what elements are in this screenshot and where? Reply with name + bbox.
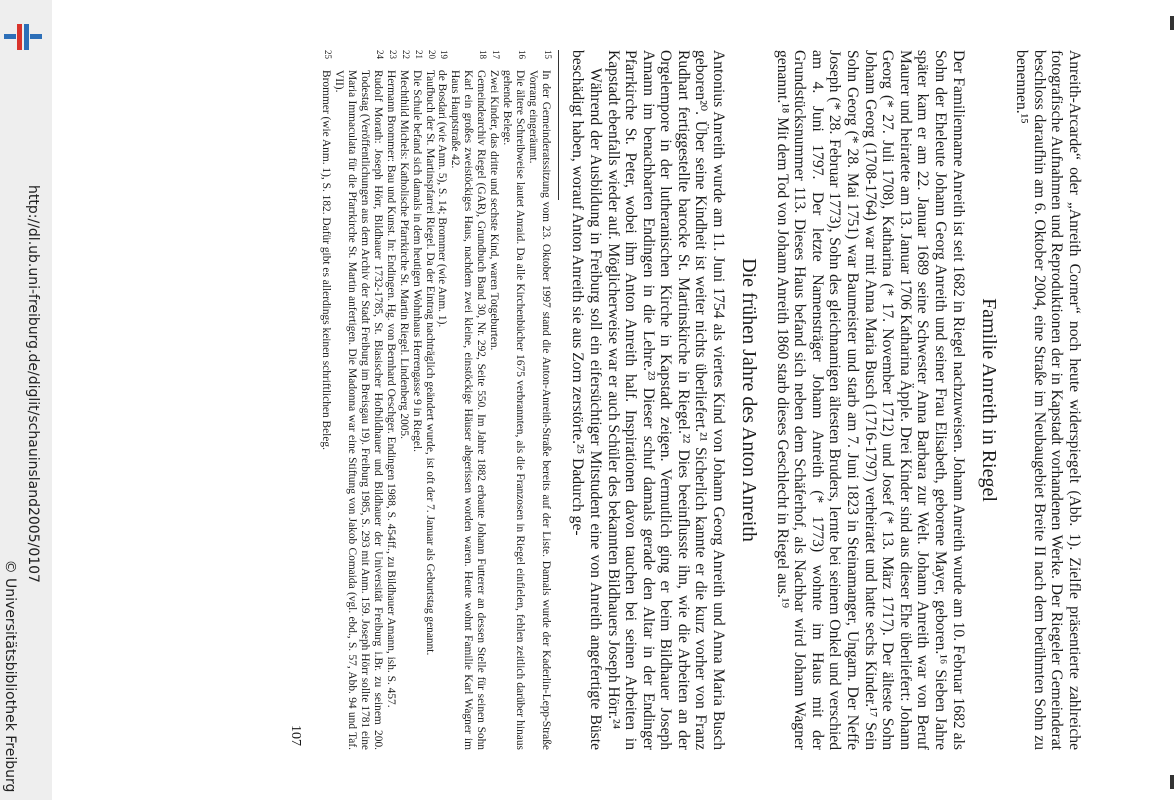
footnote: 16 Die ältere Schreibweise lautet Anraid. Da alle Kirchenbücher 1675 verbrannten, als die Franzosen in Riegel einfielen, fehlen zeitlich darüber hinaus gehende Belege. xyxy=(501,50,527,750)
source-url: http://dl.ub.uni-freiburg.de/diglit/schauinsland2005/0107 xyxy=(25,185,41,583)
intro-paragraph: Anreith-Arcarde“ oder „Anreith Corner“ noch heute widerspiegelt (Abb. 1). Zielfle präsentierte zahlreiche fotografische Aufnahmen und Reproduktionen der in Kapstadt vorhandenen Werke. Der Riegeler Gemeinderat beschloss daraufhin am 6. Oktober 2004, eine Straße im Neubaugebiet Breite II nach dem berühmten Sohn zu benennen.¹⁵ xyxy=(1013,50,1083,750)
footnote: 17 Zwei Kinder, das dritte und sechste Kind, waren Totgeburten. xyxy=(488,50,502,351)
family-paragraph: Der Familienname Anreith ist seit 1682 in Riegel nachzuweisen. Johann Anreith wurde am 10. Februar 1682 als Sohn der Eheleute Johann Georg Anreith und seiner Frau Elisabeth, geborene Mayer, geboren.¹⁶ Sieben Jahre später kam er am 22. Januar 1689 seine Schwester Anna Barbara zur Welt. Johann Anreith war von Beruf Maurer und heiratete am 13. Januar 1706 Katharina Äpple. Drei Kinder sind aus dieser Ehe überliefert: Johann Georg (* 27. Juli 1708), Katharina (* 17. November 1712) und Josef (* 13. März 1717). Der älteste Sohn Johann Georg (1708-1764) war mit Anna Maria Busch (1716-1797) verheiratet und hatte sechs Kinder.¹⁷ Sein Sohn Georg (* 28. Mai 1751) war Baumeister und starb am 7. Juni 1823 in Steinamanger, Ungarn. Der Neffe Joseph (* 28. Februar 1773), Sohn des gleichnamigen ältesten Bruders, lernte bei seinem Onkel und verschied am 4. Juni 1797. Der letzte Namensträger Johann Anreith (* 1773) wohnte im Haus mit der Grundstücksnummer 113. Dieses Haus befand sich neben dem Schäferhof, als Nachbar wird Johann Wagner genannt.¹⁸ Mit dem Tod von Johann Anreith 1860 starb dieses Geschlecht in Riegel aus.¹⁹ xyxy=(773,50,967,750)
footnote: 20 Taufbuch der St. Martinspfarrei Riegel. Da der Eintrag nachträglich geändert wurde, ist oft der 7. Januar als Geburtstag genannt. xyxy=(423,50,437,656)
footnote: 23 Hermann Brommer: Bau und Kunst. In: Endingen. Hg. von Bernhard Oeschger. Endingen 1988, S. 454ff., zu Bildhauer Amann, ish. S. 457. xyxy=(384,50,398,708)
footnote: 21 Die Schule befand sich damals in dem heutigen Wohnhaus Herrengasse 9 in Riegel. xyxy=(410,50,424,452)
section-heading-early-years: Die frühen Jahre des Anton Anreith xyxy=(738,258,761,542)
footnote: 25 Brommer (wie Anm. 1), S. 182. Dafür gibt es allerdings keinen schriftlichen Beleg. xyxy=(320,50,334,450)
body-text xyxy=(569,50,1083,750)
footnote: 15 In der Gemeinderatssitzung vom 23. Oktober 1997 stand die Anton-Anreith-Straße bereits auf der Liste. Damals wurde der Kaderlin-Lepp-Straße Vorrang eingeräumt. xyxy=(526,50,553,750)
edge-mark-icon xyxy=(1170,775,1174,789)
edge-mark-icon xyxy=(1170,16,1174,30)
footnote: 19 de Bosdari (wie Anm. 5), S. 14; Brommer (wie Anm. 1). xyxy=(436,50,450,328)
footnote: 18 Gemeindearchiv Riegel (GAR), Grundbuch Band 30, Nr. 292, Seite 550. Im Jahre 1882 erbaute Johann Futterer an dessen Stelle für seinen Sohn Karl ein großes zweistöckiges Haus, nachdem zwei kleine, einstöckige Häuser abgerissen worden waren. Heute wohnt Familie Karl Wagner im Haus Hauptstraße 42. xyxy=(449,50,489,750)
early-years-paragraph: Antonius Anreith wurde am 11. Juni 1754 als viertes Kind von Johann Georg Anreith und Anna Maria Busch geboren²⁰. Über seine Kindheit ist weiter nichts überliefert.²¹ Sicherlich kannte er die kurz vorher von Franz Rudhart fertiggestellte barocke St. Martinskirche in Riegel.²² Dies beeinflusste ihn, wie die Arbeiten an der Orgelempore in der lutheranischen Kirche in Kapstadt zeigen. Vermutlich ging er beim Bildhauer Joseph Amann im benachbarten Endingen in die Lehre.²³ Dieser schuf damals gerade den Altar in der Endinger Pfarrkirche St. Peter, wobei ihm Anton Anreith half. Inspirationen davon tauchen bei seinen Arbeiten in Kapstadt ebenfalls wieder auf. Möglicherweise war er auch Schüler des bekannten Bildhauers Joseph Hörr.²⁴ xyxy=(604,50,728,750)
training-paragraph: Während der Ausbildung in Freiburg soll ein eifersüchtiger Mitstudent eine von Anreith angefertigte Büste beschädigt haben, worauf Anton Anreith sie aus Zorn zerstörte.²⁵ Dadurch ge- xyxy=(569,50,604,750)
footnote: 22 Mechthild Michels: Katholische Pfarrkirche St. Martin Riegel. Lindenberg 2005. xyxy=(397,50,411,439)
university-logo-icon xyxy=(4,20,42,54)
page-number: 107 xyxy=(288,725,304,746)
footnotes xyxy=(319,50,551,750)
page-content xyxy=(105,10,1115,790)
section-heading-family: Familie Anreith in Riegel xyxy=(977,298,1000,502)
footnote: 24 Rudolf Morath: Joseph Hörr, Bildhauer 1732-1785, St. Blasischer Hofbildhauer und Bildhauer der Universität Freiburg i.Br. zu seinem 200. Todestag (Veröffentlichungen aus dem Archiv der Stadt Freiburg im Breisgau 19). Freiburg 1985, S. 293 mit Anm. 159. Joseph Hörr sollte 1781 eine Maria Immaculata für die Pfarrkirche St. Martin anfertigen. Die Madonna war eine Stiftung von Jakob Comaida (vgl. ebd., S. 57, Abb. 94 und Taf. VII). xyxy=(333,50,385,750)
copyright: © Universitätsbibliothek Freiburg xyxy=(2,559,18,793)
footnote-separator xyxy=(558,50,559,200)
